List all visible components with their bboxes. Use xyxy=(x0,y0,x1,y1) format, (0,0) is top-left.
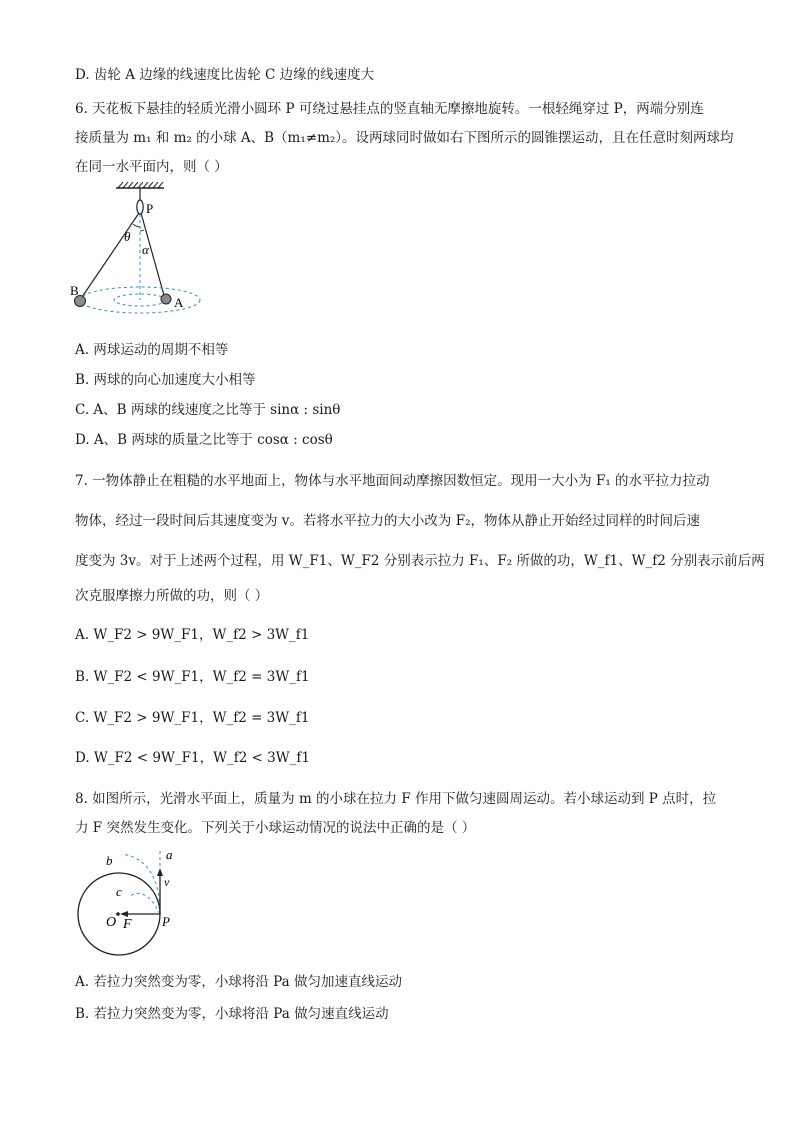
q8-stem-line1: 8. 如图所示，光滑水平面上，质量为 m 的小球在拉力 F 作用下做匀速圆周运动。若小球运动到 P 点时，拉 xyxy=(75,791,717,807)
q7-option-c: C. W_F2 > 9W_F1，W_f2 = 3W_f1 xyxy=(75,710,310,726)
q7-stem-line4: 次克服摩擦力所做的功，则（ ） xyxy=(75,588,269,604)
q8-label-a: a xyxy=(166,847,173,862)
q6-stem-line2: 接质量为 m₁ 和 m₂ 的小球 A、B（m₁≠m₂）。设两球同时做如右下图所示的圆锥摆运动，且在任意时刻两球均 xyxy=(75,130,734,146)
q8-option-a: A. 若拉力突然变为零，小球将沿 Pa 做匀加速直线运动 xyxy=(75,974,402,990)
q8-label-c: c xyxy=(116,884,122,899)
q5-option-d: D. 齿轮 A 边缘的线速度比齿轮 C 边缘的线速度大 xyxy=(75,67,375,83)
q6-label-theta: θ xyxy=(124,229,131,244)
q8-option-b: B. 若拉力突然变为零，小球将沿 Pa 做匀速直线运动 xyxy=(75,1006,389,1022)
q6-option-c: C. A、B 两球的线速度之比等于 sinα : sinθ xyxy=(75,402,341,418)
q6-label-b: B xyxy=(70,283,79,298)
q6-option-b: B. 两球的向心加速度大小相等 xyxy=(75,372,256,388)
q7-option-d: D. W_F2 < 9W_F1，W_f2 < 3W_f1 xyxy=(75,750,310,766)
q6-label-alpha: α xyxy=(142,242,149,257)
q8-stem-line2: 力 F 突然发生变化。下列关于小球运动情况的说法中正确的是（ ） xyxy=(75,820,476,836)
q7-stem-line3: 度变为 3v。对于上述两个过程，用 W_F1、W_F2 分别表示拉力 F₁、F₂ 所做的功，W_f1、W_f2 分别表示前后两 xyxy=(75,553,765,569)
q8-label-v: v xyxy=(164,875,170,889)
q8-label-p: P xyxy=(162,914,170,929)
q8-label-f: F xyxy=(123,917,132,932)
q6-conical-pendulum-figure xyxy=(68,182,208,332)
q6-label-p: P xyxy=(146,201,154,216)
q7-option-a: A. W_F2 > 9W_F1，W_f2 > 3W_f1 xyxy=(75,627,310,643)
q7-stem-line2: 物体，经过一段时间后其速度变为 v。若将水平拉力的大小改为 F₂，物体从静止开始经过同样的时间后速 xyxy=(75,513,700,529)
q6-option-d: D. A、B 两球的质量之比等于 cosα : cosθ xyxy=(75,432,333,448)
q6-label-a: A xyxy=(174,295,184,310)
q7-option-b: B. W_F2 < 9W_F1，W_f2 = 3W_f1 xyxy=(75,669,310,685)
q8-label-o: O xyxy=(106,915,117,930)
q6-stem-line3: 在同一水平面内，则（ ） xyxy=(75,159,228,175)
q6-option-a: A. 两球运动的周期不相等 xyxy=(75,342,229,358)
q8-circular-motion-figure xyxy=(70,846,190,964)
q8-label-b: b xyxy=(106,853,113,868)
q7-stem-line1: 7. 一物体静止在粗糙的水平地面上，物体与水平地面间动摩擦因数恒定。现用一大小为 F₁ 的水平拉力拉动 xyxy=(75,473,710,489)
q6-stem-line1: 6. 天花板下悬挂的轻质光滑小圆环 P 可绕过悬挂点的竖直轴无摩擦地旋转。一根轻绳穿过 P，两端分别连 xyxy=(75,101,704,117)
